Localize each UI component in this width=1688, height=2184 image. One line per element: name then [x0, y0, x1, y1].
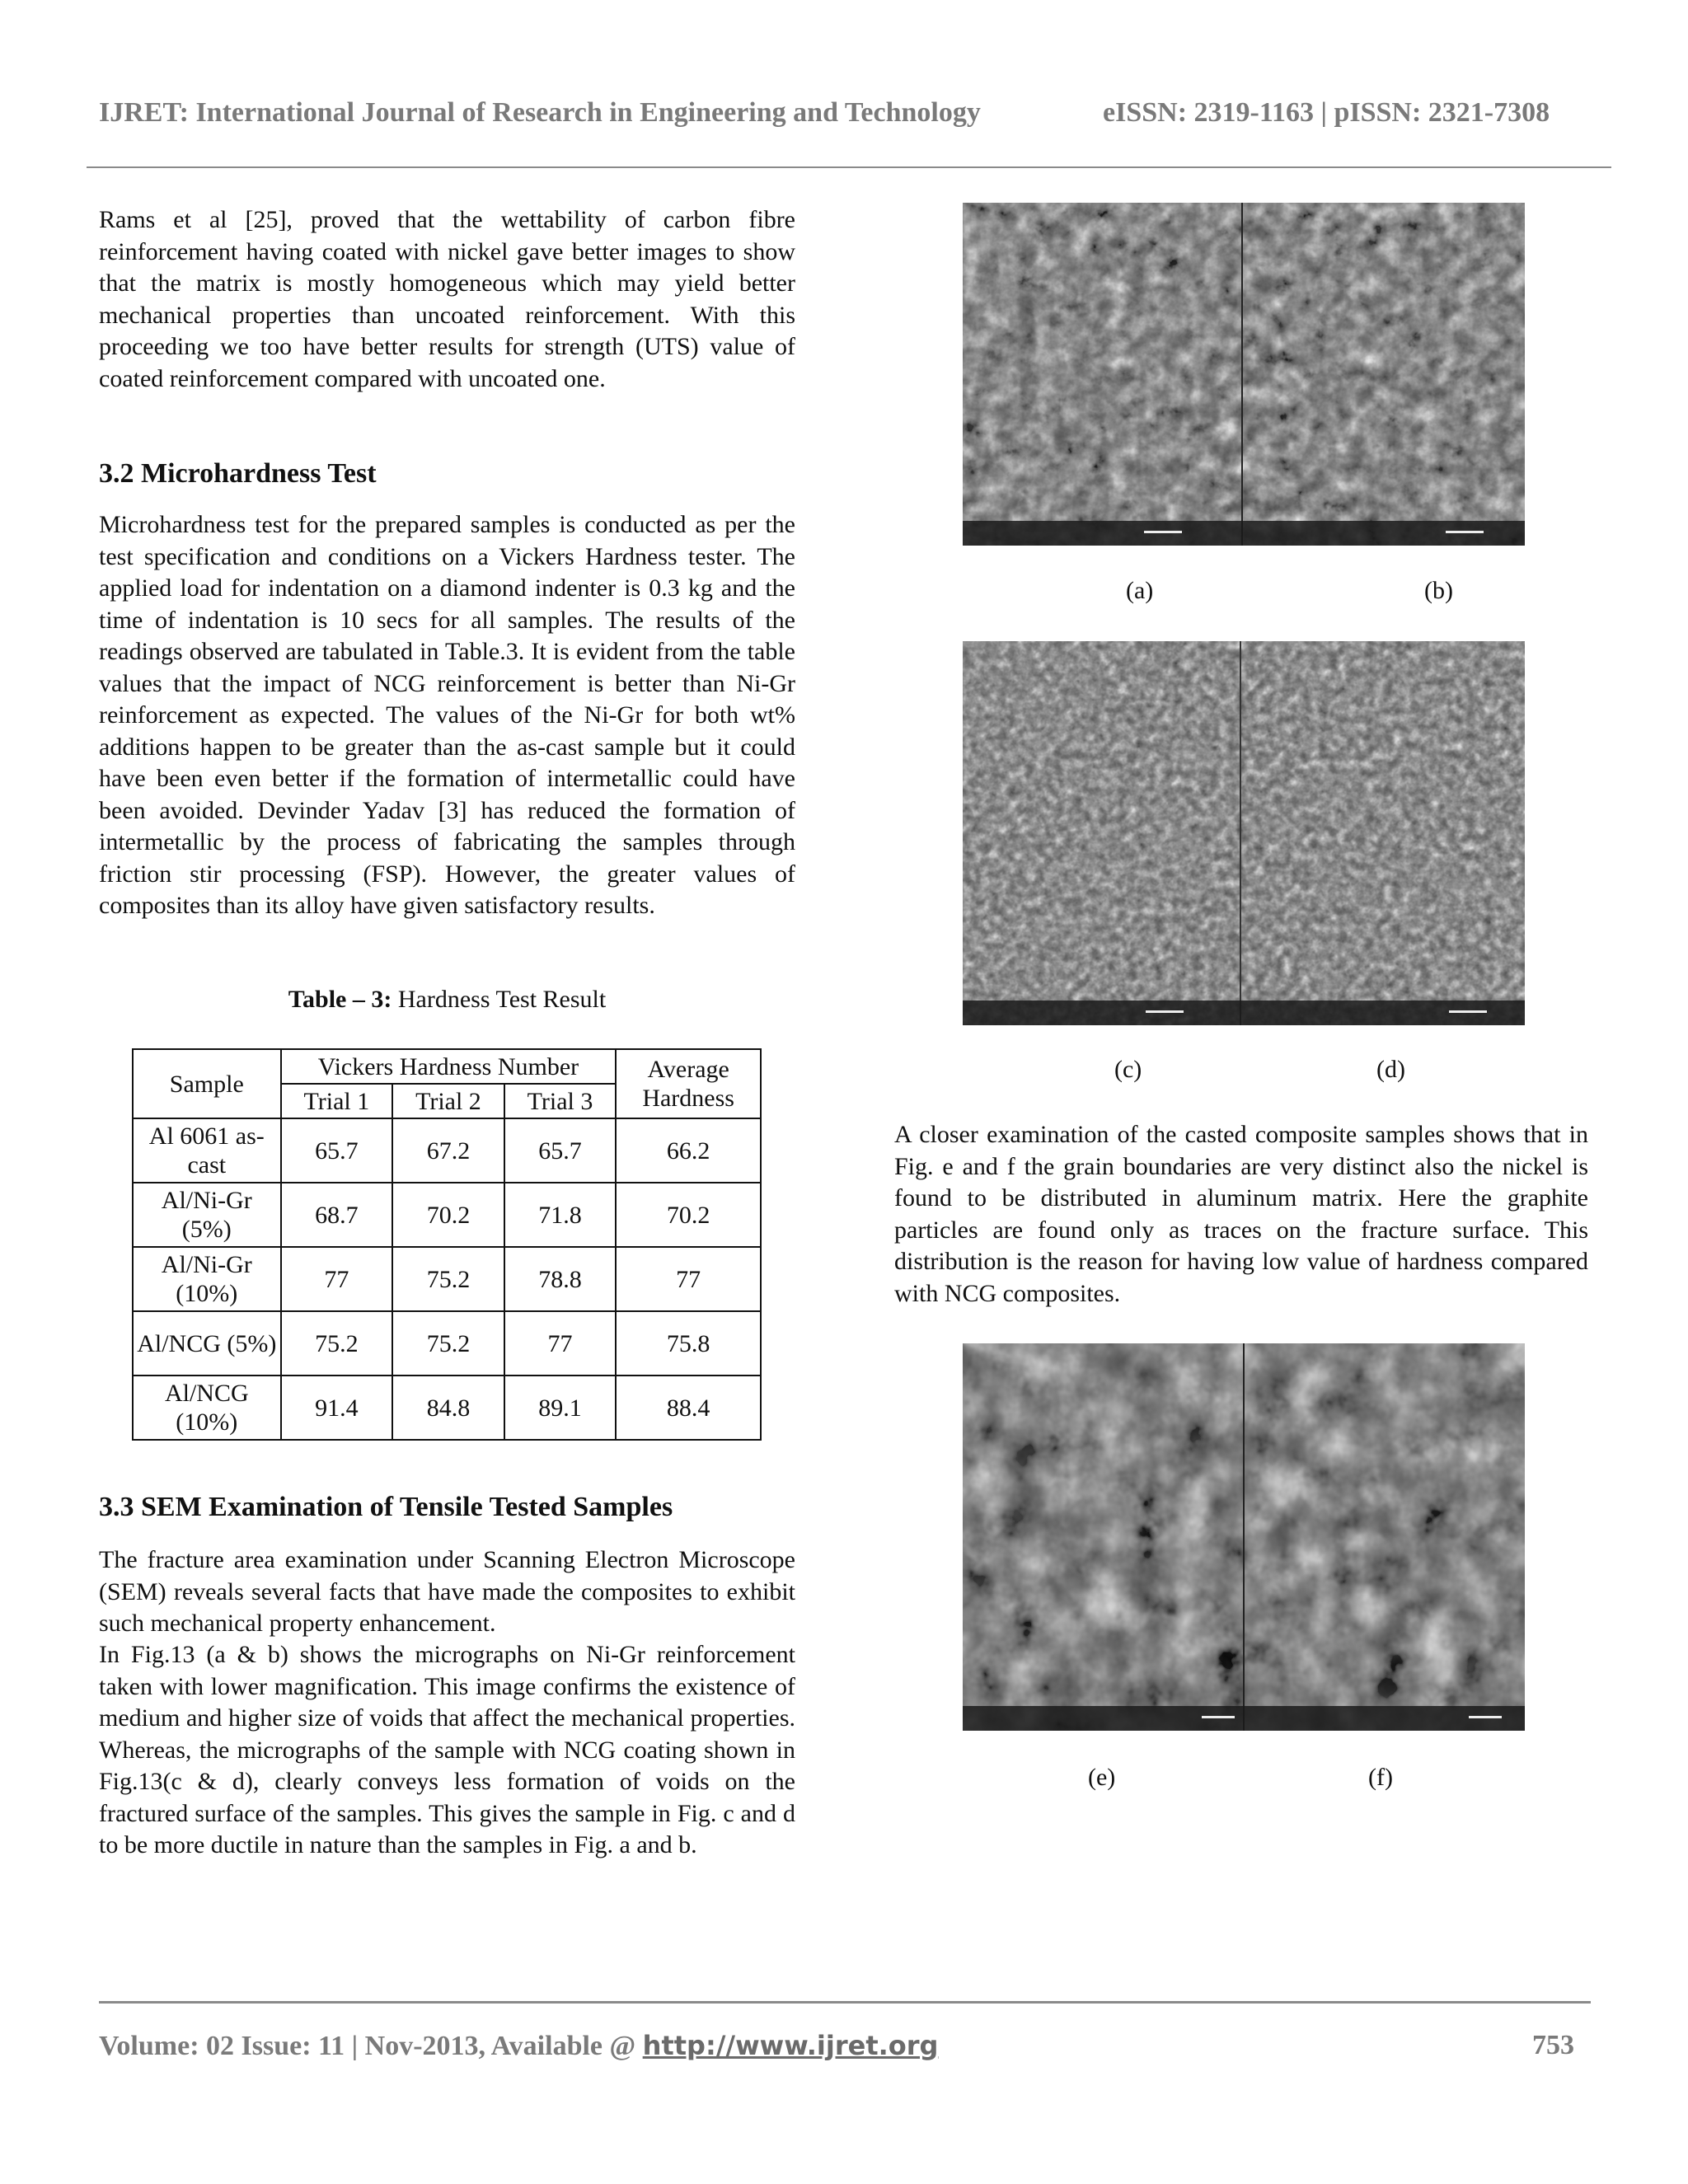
table-row	[133, 1247, 761, 1311]
header-average: Average Hardness	[616, 1049, 761, 1118]
cell-trial-2: 75.2	[392, 1311, 504, 1376]
cell-average: 70.2	[616, 1183, 761, 1247]
cell-average: 77	[616, 1247, 761, 1311]
cell-average: 66.2	[616, 1118, 761, 1183]
cell-average: 75.8	[616, 1311, 761, 1376]
section-heading-microhardness: 3.2 Microhardness Test	[99, 458, 377, 489]
cell-trial-1: 75.2	[281, 1311, 393, 1376]
table-caption	[99, 986, 795, 1014]
cell-trial-1: 91.4	[281, 1376, 393, 1440]
cell-trial-2: 67.2	[392, 1118, 504, 1183]
cell-trial-3: 65.7	[504, 1118, 617, 1183]
table-row	[133, 1183, 761, 1247]
table-caption-label: Table – 3:	[288, 986, 392, 1013]
cell-trial-1: 68.7	[281, 1183, 393, 1247]
figure-label-a: (a)	[1126, 577, 1154, 604]
paragraph-microhardness: Microhardness test for the prepared samples is conducted as per the test specification and conditions on a Vickers Hardness tester. The applied load for indentation on a diamond indenter is 0.3 kg and the time of indentation is 10 secs for all samples. The results of the readings observed are tabulated in Table.3. It is evident from the table values that the impact of NCG reinforcement is better than Ni-Gr reinforcement as expected. The values of the Ni-Gr for both wt% additions happen to be greater than the as-cast sample but it could have been even better if the formation of intermetallic could have been avoided. Devinder Yadav [3] has reduced the formation of intermetallic by the process of fabricating the samples through friction stir processing (FSP). However, the greater values of composites than its alloy have given satisfactory results.	[99, 511, 795, 919]
table-row	[133, 1311, 761, 1376]
page-number: 753	[1532, 2030, 1574, 2060]
figure-label-b: (b)	[1424, 577, 1453, 604]
table-caption-text: Hardness Test Result	[392, 986, 607, 1013]
journal-link[interactable]: http://www.ijret.org	[642, 2030, 939, 2061]
cell-trial-2: 84.8	[392, 1376, 504, 1440]
header-trial-3: Trial 3	[504, 1084, 617, 1118]
paragraph-rams: Rams et al [25], proved that the wettability of carbon fibre reinforcement having coated with nickel gave better images to show that the matrix is mostly homogeneous which may yield better mechanical properties than uncoated reinforcement. With this proceeding we too have better results for strength (UTS) value of coated reinforcement compared with uncoated one.	[99, 206, 795, 392]
cell-trial-2: 75.2	[392, 1247, 504, 1311]
cell-trial-3: 71.8	[504, 1183, 617, 1247]
header-trial-2: Trial 2	[392, 1084, 504, 1118]
cell-trial-3: 77	[504, 1311, 617, 1376]
header-sample: Sample	[133, 1049, 281, 1118]
paragraph-sem-voids: In Fig.13 (a & b) shows the micrographs on Ni-Gr reinforcement taken with lower magnification. This image confirms the existence of medium and higher size of voids that affect the mechanical properties. Whereas, the micrographs of the sample with NCG coating shown in Fig.13(c & d), clearly conveys less formation of voids on the fractured surface of the samples. This gives the sample in Fig. c and d to be more ductile in nature than the samples in Fig. a and b.	[99, 1641, 795, 1858]
footer-rule	[99, 2001, 1591, 2004]
figure-label-c: (c)	[1114, 1056, 1142, 1083]
table-row	[133, 1376, 761, 1440]
table-row	[133, 1118, 761, 1183]
cell-trial-3: 89.1	[504, 1376, 617, 1440]
header-trial-1: Trial 1	[281, 1084, 393, 1118]
table-header-row	[133, 1049, 761, 1084]
cell-sample: Al 6061 as-cast	[133, 1118, 281, 1183]
hardness-table	[132, 1048, 762, 1441]
journal-title: IJRET: International Journal of Research in Engineering and Technology	[99, 97, 981, 128]
cell-sample: Al/NCG (10%)	[133, 1376, 281, 1440]
cell-trial-3: 78.8	[504, 1247, 617, 1311]
journal-issn: eISSN: 2319-1163 | pISSN: 2321-7308	[1103, 97, 1550, 128]
cell-trial-1: 77	[281, 1247, 393, 1311]
figure-label-f: (f)	[1368, 1764, 1393, 1791]
section-heading-sem: 3.3 SEM Examination of Tensile Tested Samples	[99, 1492, 673, 1522]
header-rule	[87, 166, 1611, 168]
figure-label-e: (e)	[1088, 1764, 1116, 1791]
sem-micrograph-c-d	[963, 641, 1525, 1025]
page-footer	[99, 2030, 1574, 2062]
cell-average: 88.4	[616, 1376, 761, 1440]
cell-trial-2: 70.2	[392, 1183, 504, 1247]
cell-sample: Al/Ni-Gr (10%)	[133, 1247, 281, 1311]
cell-sample: Al/NCG (5%)	[133, 1311, 281, 1376]
sem-micrograph-a-b	[963, 203, 1525, 546]
paragraph-casted-composites: A closer examination of the casted composite samples shows that in Fig. e and f the grain boundaries are very distinct also the nickel is found to be distributed in aluminum matrix. Here the graphite particles are found only as traces on the fracture surface. This distribution is the reason for having low value of hardness compared with NCG composites.	[894, 1121, 1588, 1307]
journal-header	[99, 97, 1582, 129]
figure-label-d: (d)	[1376, 1056, 1405, 1083]
paragraph-sem-intro: The fracture area examination under Scanning Electron Microscope (SEM) reveals several facts that have made the composites to exhibit such mechanical property enhancement.	[99, 1546, 795, 1637]
footer-volume: Volume: 02 Issue: 11 | Nov-2013, Available @	[99, 2031, 643, 2061]
cell-sample: Al/Ni-Gr (5%)	[133, 1183, 281, 1247]
cell-trial-1: 65.7	[281, 1118, 393, 1183]
sem-micrograph-e-f	[963, 1343, 1525, 1731]
header-vickers: Vickers Hardness Number	[281, 1049, 617, 1084]
